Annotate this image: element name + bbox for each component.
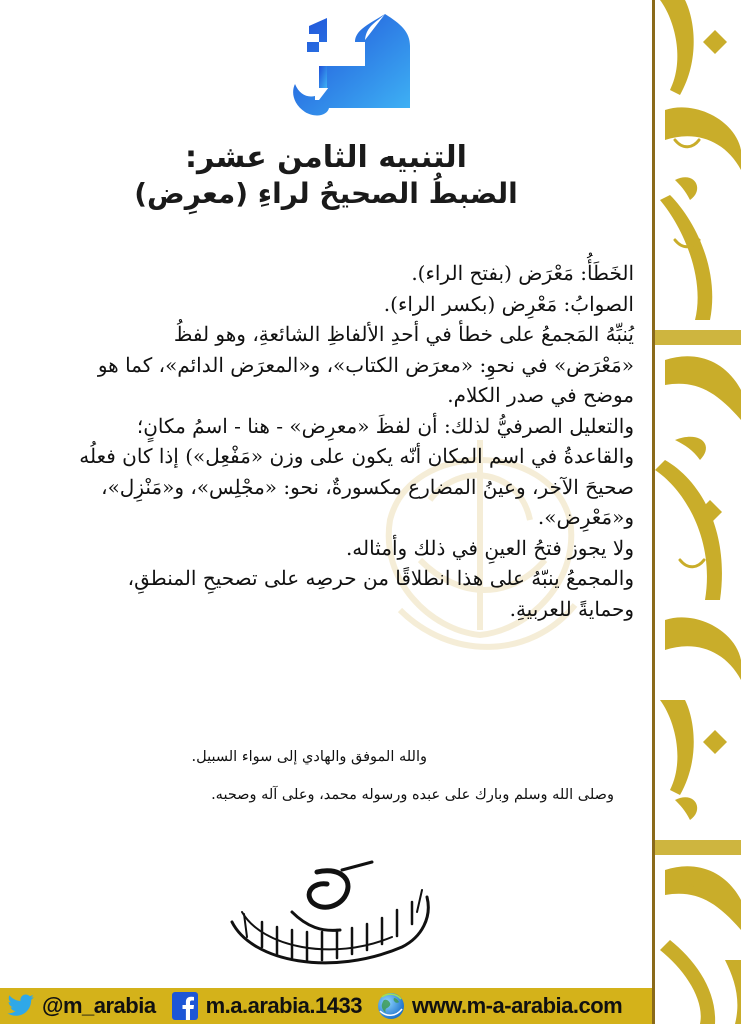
title-block [0, 140, 652, 212]
closing-line-2: وصلى الله وسلم وبارك على عبده ورسوله محمد، وعلى آله وصحبه. [211, 787, 614, 803]
twitter-icon [6, 991, 36, 1021]
article-line: يُنبِّهُ المَجمعُ على خطأ في أحدِ الألفاظِ الشائعةِ، وهو لفظُ [173, 322, 634, 346]
article-line: والقاعدةُ في اسم المكان أنّه يكون على وزن «مَفْعِل») إذا كان فعلُه [79, 444, 634, 468]
academy-calligraphy-seal-icon [222, 852, 452, 977]
page-title: التنبيه الثامن عشر: [185, 140, 467, 175]
academy-logo-icon [285, 12, 410, 117]
article-line: ولا يجوز فتحُ العينِ في ذلك وأمثاله. [345, 535, 634, 560]
globe-icon [376, 991, 406, 1021]
footer-bar [0, 988, 652, 1024]
article-line: وحمايةً للعربيةِ. [509, 596, 634, 621]
calligraphy-border-icon [655, 0, 741, 1024]
article-line: و«مَعْرِض». [537, 505, 634, 529]
article-body [14, 258, 634, 624]
facebook-icon [170, 991, 200, 1021]
facebook-link[interactable] [170, 991, 362, 1021]
article-line: موضح في صدر الكلام. [447, 383, 634, 407]
closing-line-1: والله الموفق والهادي إلى سواء السبيل. [191, 749, 427, 765]
article-line: والتعليل الصرفيُّ لذلك: أن لفظَ «معرِض» - هنا - اسمُ مكانٍ؛ [136, 413, 634, 438]
article-line: والمجمعُ ينبّهُ على هذا انطلاقًا من حرصِه على تصحيحِ المنطقِ، [127, 566, 634, 590]
website-url: www.m-a-arabia.com [411, 993, 623, 1018]
twitter-handle: @m_arabia [42, 993, 156, 1018]
article-line: الخَطَأُ: مَعْرَض (بفتح الراء). [411, 261, 634, 285]
article-line: الصوابُ: مَعْرِض (بكسر الراء). [383, 291, 634, 316]
facebook-page: m.a.arabia.1433 [205, 993, 362, 1018]
article-line: «مَعْرَض» في نحوِ: «معرَض الكتاب»، و«المعرَض الدائم»، كما هو [97, 352, 634, 377]
page-subtitle: الضبطُ الصحيحُ لراءِ (معرِض) [134, 177, 518, 210]
website-link[interactable] [376, 991, 622, 1021]
decorative-border [655, 0, 741, 1024]
article-line: صحيحَ الآخر، وعينُ المضارع مكسورةٌ، نحو: «مجْلِس»، و«مَنْزِل»، [101, 474, 634, 499]
twitter-link[interactable] [6, 991, 156, 1021]
